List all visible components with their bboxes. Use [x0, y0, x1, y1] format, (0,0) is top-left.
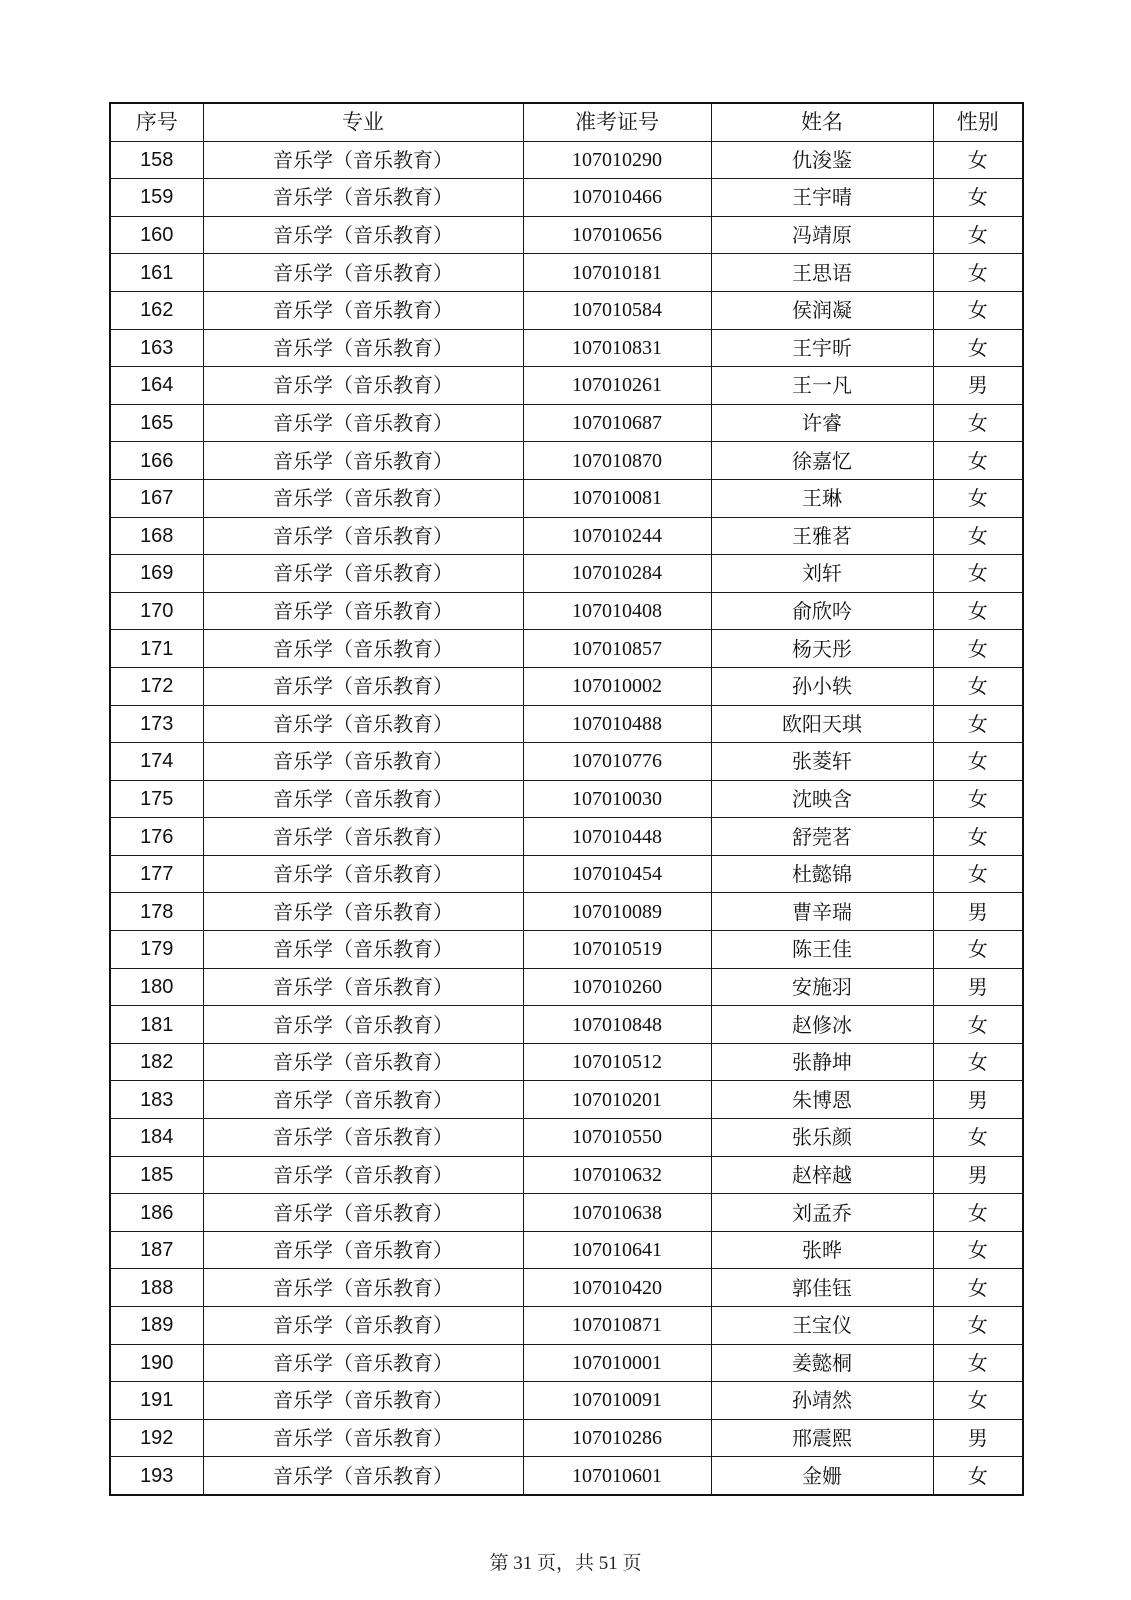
row-gender: 女 [933, 1269, 1023, 1307]
row-seq: 185 [110, 1156, 203, 1194]
row-seq: 179 [110, 931, 203, 969]
row-seq: 178 [110, 893, 203, 931]
row-seq: 182 [110, 1043, 203, 1081]
row-name: 孙靖然 [711, 1382, 933, 1420]
row-gender: 男 [933, 1419, 1023, 1457]
row-exam-id: 107010181 [523, 254, 711, 292]
row-name: 朱博恩 [711, 1081, 933, 1119]
row-major: 音乐学（音乐教育） [203, 1043, 523, 1081]
row-exam-id: 107010687 [523, 404, 711, 442]
row-major: 音乐学（音乐教育） [203, 780, 523, 818]
row-major: 音乐学（音乐教育） [203, 1269, 523, 1307]
row-exam-id: 107010512 [523, 1043, 711, 1081]
row-seq: 189 [110, 1307, 203, 1345]
row-major: 音乐学（音乐教育） [203, 893, 523, 931]
table-row [110, 141, 1023, 179]
row-major: 音乐学（音乐教育） [203, 216, 523, 254]
row-seq: 159 [110, 179, 203, 217]
row-gender: 女 [933, 442, 1023, 480]
row-seq: 164 [110, 367, 203, 405]
table-row [110, 254, 1023, 292]
row-name: 王宇晴 [711, 179, 933, 217]
row-exam-id: 107010002 [523, 667, 711, 705]
row-name: 刘孟乔 [711, 1194, 933, 1232]
row-exam-id: 107010519 [523, 931, 711, 969]
row-major: 音乐学（音乐教育） [203, 479, 523, 517]
header-major: 专业 [203, 103, 523, 141]
row-exam-id: 107010641 [523, 1231, 711, 1269]
table-row [110, 367, 1023, 405]
row-seq: 171 [110, 630, 203, 668]
table-row [110, 1382, 1023, 1420]
row-gender: 女 [933, 1344, 1023, 1382]
row-gender: 女 [933, 667, 1023, 705]
row-seq: 158 [110, 141, 203, 179]
table-row [110, 931, 1023, 969]
row-gender: 女 [933, 855, 1023, 893]
row-seq: 172 [110, 667, 203, 705]
row-exam-id: 107010454 [523, 855, 711, 893]
table-row [110, 667, 1023, 705]
row-name: 王宝仪 [711, 1307, 933, 1345]
table-row [110, 404, 1023, 442]
row-seq: 184 [110, 1119, 203, 1157]
row-gender: 女 [933, 479, 1023, 517]
row-major: 音乐学（音乐教育） [203, 141, 523, 179]
row-exam-id: 107010831 [523, 329, 711, 367]
row-gender: 女 [933, 291, 1023, 329]
row-name: 陈王佳 [711, 931, 933, 969]
row-seq: 177 [110, 855, 203, 893]
row-name: 王一凡 [711, 367, 933, 405]
row-major: 音乐学（音乐教育） [203, 1344, 523, 1382]
table-row [110, 1156, 1023, 1194]
row-major: 音乐学（音乐教育） [203, 254, 523, 292]
row-major: 音乐学（音乐教育） [203, 1156, 523, 1194]
row-seq: 166 [110, 442, 203, 480]
row-name: 王琳 [711, 479, 933, 517]
table-row [110, 442, 1023, 480]
table-row [110, 705, 1023, 743]
row-seq: 162 [110, 291, 203, 329]
row-exam-id: 107010420 [523, 1269, 711, 1307]
row-seq: 165 [110, 404, 203, 442]
row-gender: 女 [933, 818, 1023, 856]
row-seq: 181 [110, 1006, 203, 1044]
row-exam-id: 107010656 [523, 216, 711, 254]
table-row [110, 1307, 1023, 1345]
header-gender: 性别 [933, 103, 1023, 141]
row-name: 孙小轶 [711, 667, 933, 705]
row-exam-id: 107010848 [523, 1006, 711, 1044]
row-gender: 女 [933, 1006, 1023, 1044]
row-name: 曹辛瑞 [711, 893, 933, 931]
row-exam-id: 107010448 [523, 818, 711, 856]
row-exam-id: 107010030 [523, 780, 711, 818]
row-seq: 183 [110, 1081, 203, 1119]
row-gender: 女 [933, 1043, 1023, 1081]
row-major: 音乐学（音乐教育） [203, 1457, 523, 1495]
row-exam-id: 107010081 [523, 479, 711, 517]
row-gender: 女 [933, 630, 1023, 668]
row-name: 邢震熙 [711, 1419, 933, 1457]
row-exam-id: 107010408 [523, 592, 711, 630]
row-exam-id: 107010488 [523, 705, 711, 743]
row-name: 王雅茗 [711, 517, 933, 555]
table-row [110, 968, 1023, 1006]
row-name: 王宇昕 [711, 329, 933, 367]
table-row [110, 855, 1023, 893]
row-gender: 女 [933, 1457, 1023, 1495]
row-gender: 女 [933, 1194, 1023, 1232]
row-seq: 169 [110, 555, 203, 593]
table-row [110, 329, 1023, 367]
row-gender: 女 [933, 216, 1023, 254]
row-major: 音乐学（音乐教育） [203, 517, 523, 555]
row-gender: 女 [933, 254, 1023, 292]
row-name: 侯润凝 [711, 291, 933, 329]
row-gender: 女 [933, 705, 1023, 743]
row-gender: 女 [933, 743, 1023, 781]
row-name: 安施羽 [711, 968, 933, 1006]
row-seq: 167 [110, 479, 203, 517]
table-row [110, 780, 1023, 818]
row-exam-id: 107010201 [523, 1081, 711, 1119]
row-exam-id: 107010284 [523, 555, 711, 593]
row-gender: 女 [933, 1307, 1023, 1345]
row-major: 音乐学（音乐教育） [203, 630, 523, 668]
row-exam-id: 107010091 [523, 1382, 711, 1420]
row-name: 刘轩 [711, 555, 933, 593]
row-major: 音乐学（音乐教育） [203, 931, 523, 969]
row-name: 俞欣吟 [711, 592, 933, 630]
header-seq: 序号 [110, 103, 203, 141]
table-row [110, 216, 1023, 254]
table-row [110, 555, 1023, 593]
table-row [110, 1006, 1023, 1044]
row-gender: 女 [933, 1382, 1023, 1420]
page-number: 第 31 页，共 51 页 [489, 1553, 642, 1574]
row-name: 杨天彤 [711, 630, 933, 668]
row-seq: 170 [110, 592, 203, 630]
row-exam-id: 107010001 [523, 1344, 711, 1382]
row-major: 音乐学（音乐教育） [203, 442, 523, 480]
row-name: 沈映含 [711, 780, 933, 818]
row-seq: 193 [110, 1457, 203, 1495]
row-major: 音乐学（音乐教育） [203, 1006, 523, 1044]
table-row [110, 179, 1023, 217]
row-seq: 161 [110, 254, 203, 292]
row-major: 音乐学（音乐教育） [203, 743, 523, 781]
row-major: 音乐学（音乐教育） [203, 291, 523, 329]
row-major: 音乐学（音乐教育） [203, 855, 523, 893]
table-row [110, 1043, 1023, 1081]
row-gender: 男 [933, 1081, 1023, 1119]
row-major: 音乐学（音乐教育） [203, 667, 523, 705]
table-body [110, 141, 1023, 1495]
row-gender: 女 [933, 404, 1023, 442]
table-row [110, 1231, 1023, 1269]
table-row [110, 743, 1023, 781]
row-major: 音乐学（音乐教育） [203, 1382, 523, 1420]
row-gender: 女 [933, 592, 1023, 630]
row-exam-id: 107010089 [523, 893, 711, 931]
row-gender: 女 [933, 1231, 1023, 1269]
table-row [110, 1419, 1023, 1457]
row-exam-id: 107010776 [523, 743, 711, 781]
row-exam-id: 107010857 [523, 630, 711, 668]
row-name: 许睿 [711, 404, 933, 442]
row-exam-id: 107010290 [523, 141, 711, 179]
row-exam-id: 107010261 [523, 367, 711, 405]
row-exam-id: 107010260 [523, 968, 711, 1006]
row-name: 仇浚鉴 [711, 141, 933, 179]
table-row [110, 479, 1023, 517]
row-name: 金姗 [711, 1457, 933, 1495]
table-header [110, 103, 1023, 141]
row-seq: 191 [110, 1382, 203, 1420]
row-name: 欧阳天琪 [711, 705, 933, 743]
row-seq: 174 [110, 743, 203, 781]
row-name: 杜懿锦 [711, 855, 933, 893]
row-major: 音乐学（音乐教育） [203, 592, 523, 630]
table-row [110, 1119, 1023, 1157]
row-major: 音乐学（音乐教育） [203, 179, 523, 217]
row-exam-id: 107010244 [523, 517, 711, 555]
row-exam-id: 107010632 [523, 1156, 711, 1194]
table-row [110, 517, 1023, 555]
row-major: 音乐学（音乐教育） [203, 1194, 523, 1232]
header-row [110, 103, 1023, 141]
row-gender: 女 [933, 780, 1023, 818]
row-name: 姜懿桐 [711, 1344, 933, 1382]
table-row [110, 893, 1023, 931]
row-name: 张静坤 [711, 1043, 933, 1081]
row-name: 郭佳钰 [711, 1269, 933, 1307]
roster-table [109, 102, 1024, 1496]
row-seq: 186 [110, 1194, 203, 1232]
row-seq: 160 [110, 216, 203, 254]
row-seq: 187 [110, 1231, 203, 1269]
row-gender: 男 [933, 367, 1023, 405]
row-gender: 女 [933, 517, 1023, 555]
row-seq: 176 [110, 818, 203, 856]
row-major: 音乐学（音乐教育） [203, 1119, 523, 1157]
row-major: 音乐学（音乐教育） [203, 1231, 523, 1269]
table-row [110, 1269, 1023, 1307]
row-name: 张晔 [711, 1231, 933, 1269]
table-row [110, 1457, 1023, 1495]
row-seq: 175 [110, 780, 203, 818]
row-seq: 190 [110, 1344, 203, 1382]
row-seq: 163 [110, 329, 203, 367]
row-exam-id: 107010601 [523, 1457, 711, 1495]
row-gender: 女 [933, 141, 1023, 179]
row-major: 音乐学（音乐教育） [203, 1419, 523, 1457]
header-name: 姓名 [711, 103, 933, 141]
row-gender: 女 [933, 931, 1023, 969]
row-major: 音乐学（音乐教育） [203, 968, 523, 1006]
row-gender: 男 [933, 968, 1023, 1006]
row-exam-id: 107010638 [523, 1194, 711, 1232]
row-name: 张乐颜 [711, 1119, 933, 1157]
table-row [110, 630, 1023, 668]
row-gender: 女 [933, 179, 1023, 217]
row-seq: 192 [110, 1419, 203, 1457]
row-name: 赵修冰 [711, 1006, 933, 1044]
table-row [110, 818, 1023, 856]
row-name: 王思语 [711, 254, 933, 292]
row-seq: 188 [110, 1269, 203, 1307]
row-gender: 女 [933, 555, 1023, 593]
row-exam-id: 107010466 [523, 179, 711, 217]
row-exam-id: 107010286 [523, 1419, 711, 1457]
table-row [110, 291, 1023, 329]
table-row [110, 1081, 1023, 1119]
row-major: 音乐学（音乐教育） [203, 818, 523, 856]
row-seq: 180 [110, 968, 203, 1006]
row-name: 张菱轩 [711, 743, 933, 781]
row-name: 赵梓越 [711, 1156, 933, 1194]
row-gender: 女 [933, 1119, 1023, 1157]
row-major: 音乐学（音乐教育） [203, 367, 523, 405]
row-major: 音乐学（音乐教育） [203, 555, 523, 593]
row-name: 徐嘉忆 [711, 442, 933, 480]
row-gender: 男 [933, 893, 1023, 931]
row-name: 舒莞茗 [711, 818, 933, 856]
row-seq: 173 [110, 705, 203, 743]
table-row [110, 1344, 1023, 1382]
row-gender: 女 [933, 329, 1023, 367]
row-major: 音乐学（音乐教育） [203, 1081, 523, 1119]
row-exam-id: 107010870 [523, 442, 711, 480]
row-major: 音乐学（音乐教育） [203, 404, 523, 442]
row-seq: 168 [110, 517, 203, 555]
table-row [110, 592, 1023, 630]
row-major: 音乐学（音乐教育） [203, 1307, 523, 1345]
row-exam-id: 107010550 [523, 1119, 711, 1157]
header-exam-id: 准考证号 [523, 103, 711, 141]
row-exam-id: 107010871 [523, 1307, 711, 1345]
row-exam-id: 107010584 [523, 291, 711, 329]
row-gender: 男 [933, 1156, 1023, 1194]
row-name: 冯靖原 [711, 216, 933, 254]
table-row [110, 1194, 1023, 1232]
row-major: 音乐学（音乐教育） [203, 705, 523, 743]
row-major: 音乐学（音乐教育） [203, 329, 523, 367]
